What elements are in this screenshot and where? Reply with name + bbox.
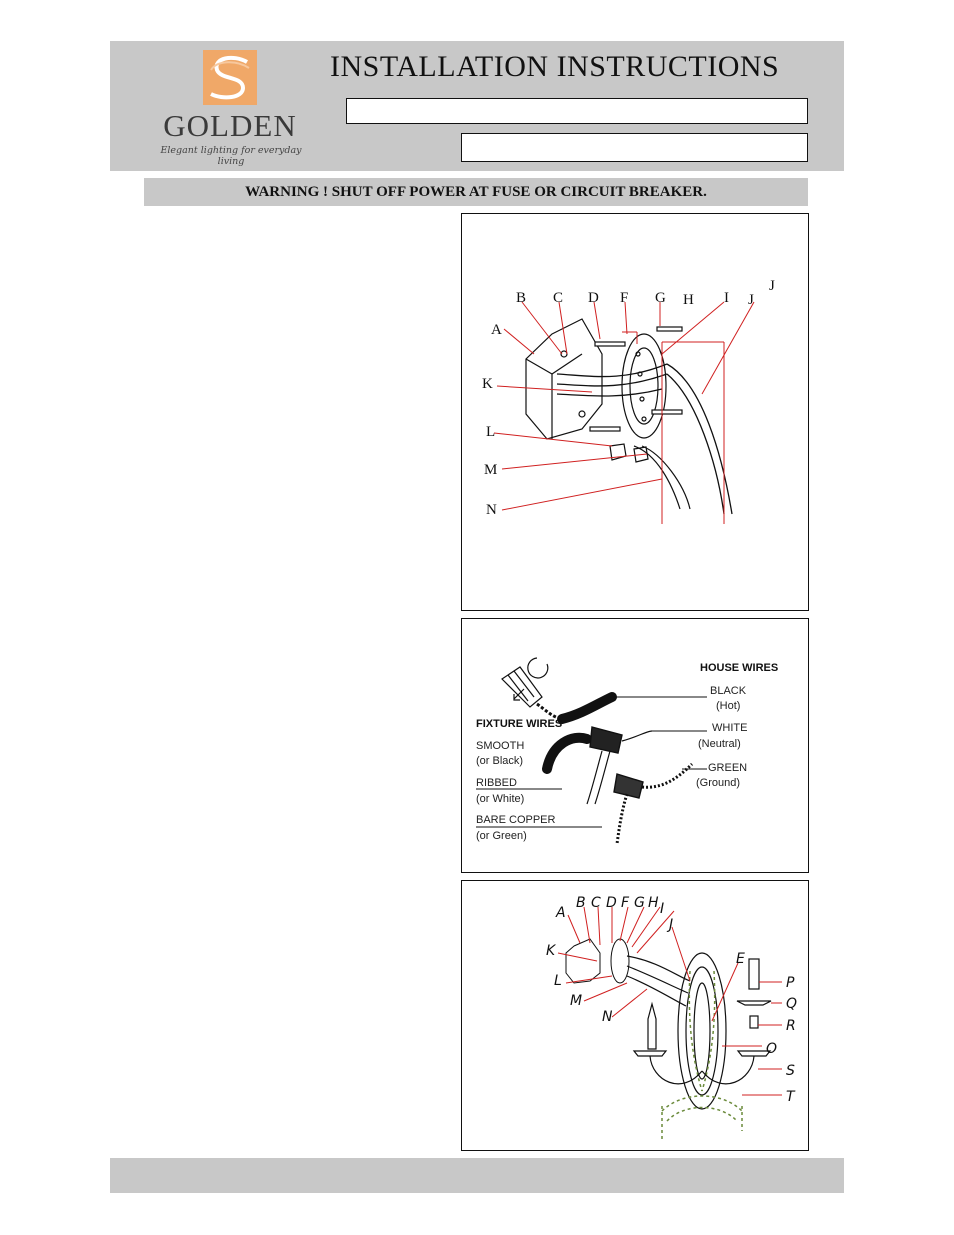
label-n: N [486, 502, 497, 518]
smooth-label: SMOOTH [476, 740, 525, 752]
label-g: G [655, 290, 666, 306]
label3-k: K [546, 943, 556, 959]
house-wires-title: HOUSE WIRES [700, 662, 779, 674]
label3-b: B [576, 895, 586, 911]
label3-s: S [786, 1063, 795, 1079]
label-d: D [588, 290, 599, 306]
backplate [678, 953, 726, 1109]
figure3-labels [546, 895, 797, 1105]
label3-t: T [786, 1089, 795, 1105]
logo-tagline: Elegant lighting for everyday living [160, 145, 302, 167]
bare-copper-label: BARE COPPER [476, 814, 556, 826]
label3-c: C [591, 895, 601, 911]
label3-h: H [648, 895, 659, 911]
model-field [346, 98, 808, 124]
junction-box-small [566, 939, 629, 983]
figure-wiring [461, 618, 809, 873]
label-l: L [486, 424, 496, 440]
label-f: F [620, 290, 629, 306]
label-a: A [491, 322, 502, 338]
item-field [461, 133, 808, 162]
label-j: J [748, 292, 754, 308]
black-house-wire [562, 697, 612, 719]
smooth-fixture-wire [547, 738, 587, 769]
neutral-label: (Neutral) [698, 738, 741, 750]
crossbar [622, 334, 666, 438]
label3-g: G [634, 895, 645, 911]
golden-logo [150, 45, 300, 170]
fixture-wires-title: FIXTURE WIRES [476, 718, 563, 730]
white-label: WHITE [712, 722, 748, 734]
label3-a: A [556, 905, 566, 921]
or-green-label: (or Green) [476, 830, 527, 842]
warning-banner: WARNING ! SHUT OFF POWER AT FUSE OR CIRCUIT BREAKER. [144, 178, 808, 206]
wire-nut-icon [502, 658, 548, 707]
label3-f: F [621, 895, 630, 911]
black-label: BLACK [710, 685, 747, 697]
label3-r: R [786, 1018, 796, 1034]
figure-assembly [461, 880, 809, 1151]
figure-mounting [461, 213, 809, 611]
label-m: M [484, 462, 498, 478]
label3-i: I [660, 901, 665, 917]
label-h: H [683, 292, 694, 308]
label3-m: M [570, 993, 583, 1009]
ground-label: (Ground) [696, 777, 741, 789]
wire-nut-2 [590, 727, 622, 753]
label-j-top: J [769, 278, 775, 294]
green-label: GREEN [708, 762, 748, 774]
page-title: INSTALLATION INSTRUCTIONS [330, 50, 780, 83]
footer-band [110, 1158, 844, 1193]
label3-q: Q [786, 996, 798, 1012]
hot-label: (Hot) [716, 700, 741, 712]
label3-e: E [736, 951, 745, 967]
or-white-label: (or White) [476, 793, 525, 805]
label-c: C [553, 290, 564, 306]
label3-j: J [669, 917, 674, 933]
label3-n: N [602, 1009, 613, 1025]
label3-d: D [606, 895, 617, 911]
logo-mark-icon [203, 50, 257, 105]
ribbed-label: RIBBED [476, 777, 517, 789]
wire-nut-3 [614, 774, 643, 798]
label-k: K [482, 376, 493, 392]
label-b: B [516, 290, 527, 306]
leader-lines [494, 302, 754, 524]
label3-o: O [766, 1041, 778, 1057]
logo-word: GOLDEN [163, 108, 297, 143]
label3-p: P [786, 975, 795, 991]
crystal-strands [662, 971, 742, 1139]
or-black-label: (or Black) [476, 755, 524, 767]
screws [590, 327, 682, 431]
label3-l: L [554, 973, 562, 989]
label-i: I [724, 290, 729, 306]
